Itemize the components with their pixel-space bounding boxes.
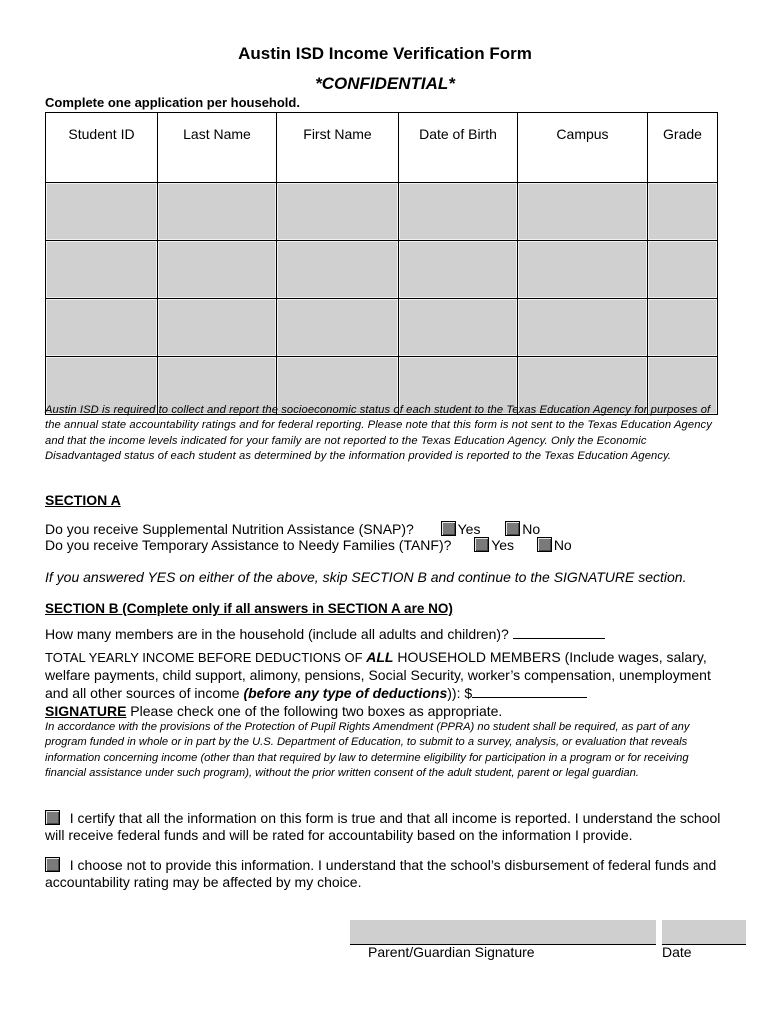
income-dollar-prefix: )): $ xyxy=(447,685,473,701)
campus-field[interactable] xyxy=(518,241,648,299)
snap-no-checkbox[interactable] xyxy=(505,521,520,536)
skip-section-b-note: If you answered YES on either of the above, skip SECTION B and continue to the SIGNATURE section. xyxy=(45,569,687,585)
first-name-field[interactable] xyxy=(277,299,399,357)
certify-option xyxy=(45,810,725,843)
first-name-field[interactable] xyxy=(277,183,399,241)
tanf-question: Do you receive Temporary Assistance to Needy Families (TANF)? xyxy=(45,537,452,553)
last-name-field[interactable] xyxy=(158,241,277,299)
decline-text: I choose not to provide this information. I understand that the school’s disbursement of federal funds and accountability rating may be affected by my choice. xyxy=(45,857,717,890)
column-header-last-name: Last Name xyxy=(158,113,277,183)
signature-heading-row xyxy=(45,703,502,719)
decline-checkbox[interactable] xyxy=(45,857,60,872)
grade-field[interactable] xyxy=(648,299,718,357)
grade-field[interactable] xyxy=(648,183,718,241)
student-table xyxy=(45,112,718,415)
form-title: Austin ISD Income Verification Form xyxy=(238,44,532,63)
student-id-field[interactable] xyxy=(46,183,158,241)
snap-question-row xyxy=(45,521,540,537)
snap-no-label: No xyxy=(522,521,541,537)
table-row xyxy=(46,299,718,357)
yearly-income-field[interactable] xyxy=(472,683,587,698)
snap-yes-label: Yes xyxy=(457,521,481,537)
signature-field[interactable] xyxy=(350,920,656,945)
column-header-grade: Grade xyxy=(648,113,718,183)
campus-field[interactable] xyxy=(518,183,648,241)
signature-label: Parent/Guardian Signature xyxy=(368,944,535,960)
yearly-income-row xyxy=(45,649,725,702)
household-instruction: Complete one application per household. xyxy=(45,95,300,110)
tanf-yes-checkbox[interactable] xyxy=(474,537,489,552)
tanf-question-row xyxy=(45,537,572,553)
date-of-birth-field[interactable] xyxy=(399,183,518,241)
student-id-field[interactable] xyxy=(46,299,158,357)
household-members-field[interactable] xyxy=(513,624,605,639)
snap-yes-checkbox[interactable] xyxy=(441,521,456,536)
table-row xyxy=(46,241,718,299)
snap-question: Do you receive Supplemental Nutrition Assistance (SNAP)? xyxy=(45,521,414,537)
campus-field[interactable] xyxy=(518,299,648,357)
income-lead-text: TOTAL YEARLY INCOME BEFORE DEDUCTIONS OF xyxy=(45,650,367,665)
section-a-heading: SECTION A xyxy=(45,492,121,508)
column-header-date-of-birth: Date of Birth xyxy=(399,113,518,183)
last-name-field[interactable] xyxy=(158,183,277,241)
date-of-birth-field[interactable] xyxy=(399,241,518,299)
tanf-no-label: No xyxy=(553,537,572,553)
first-name-field[interactable] xyxy=(277,241,399,299)
tea-reporting-notice: Austin ISD is required to collect and report the socioeconomic status of each student to the Texas Education Agency for purposes of the annual state accountability ratings and for federal reporting. Please note that this form is not sent to the Texas Education Agency and that the income levels indicated for your family are not reported to the Texas Education Agency. Only the Economic Disadvantaged status of each student as determined by the information provided is reported to the Texas Education Agency. xyxy=(45,404,712,462)
date-of-birth-field[interactable] xyxy=(399,299,518,357)
certify-checkbox[interactable] xyxy=(45,810,60,825)
student-table-header xyxy=(46,113,718,183)
column-header-campus: Campus xyxy=(518,113,648,183)
last-name-field[interactable] xyxy=(158,299,277,357)
income-description: HOUSEHOLD MEMBERS (Include wages, salary, welfare payments, child support, alimony, pensions, Social Security, worker’s compensation, unemployment and all other sources of income xyxy=(45,649,711,701)
certify-text: I certify that all the information on this form is true and that all income is reported. I understand the school will receive federal funds and will be rated for accountability based on the information I provide. xyxy=(45,810,721,843)
tanf-yes-label: Yes xyxy=(491,537,515,553)
decline-option xyxy=(45,857,725,890)
household-members-row xyxy=(45,624,605,642)
signature-instruction: Please check one of the following two boxes as appropriate. xyxy=(126,703,503,719)
income-all-emphasis: ALL xyxy=(366,649,394,665)
section-b-heading: SECTION B (Complete only if all answers in SECTION A are NO) xyxy=(45,601,453,616)
column-header-student-id: Student ID xyxy=(46,113,158,183)
column-header-first-name: First Name xyxy=(277,113,399,183)
ppra-notice: In accordance with the provisions of the Protection of Pupil Rights Amendment (PPRA) no student shall be required, as part of any program funded in whole or in part by the U.S. Department of Education, to submit to a survey, analysis, or evaluation that reveals information concerning income (other than that required by law to determine eligibility for participation in a program or for receiving financial assistance under such program), without the prior written consent of the adult student, parent or legal guardian. xyxy=(45,721,690,779)
date-label: Date xyxy=(662,944,692,960)
student-id-field[interactable] xyxy=(46,241,158,299)
table-row xyxy=(46,183,718,241)
household-members-question: How many members are in the household (include all adults and children)? xyxy=(45,626,509,642)
date-field[interactable] xyxy=(662,920,746,945)
confidential-label: *CONFIDENTIAL* xyxy=(315,74,455,93)
tanf-no-checkbox[interactable] xyxy=(537,537,552,552)
grade-field[interactable] xyxy=(648,241,718,299)
signature-heading: SIGNATURE xyxy=(45,703,127,719)
income-before-deductions: (before any type of deductions xyxy=(243,685,448,701)
